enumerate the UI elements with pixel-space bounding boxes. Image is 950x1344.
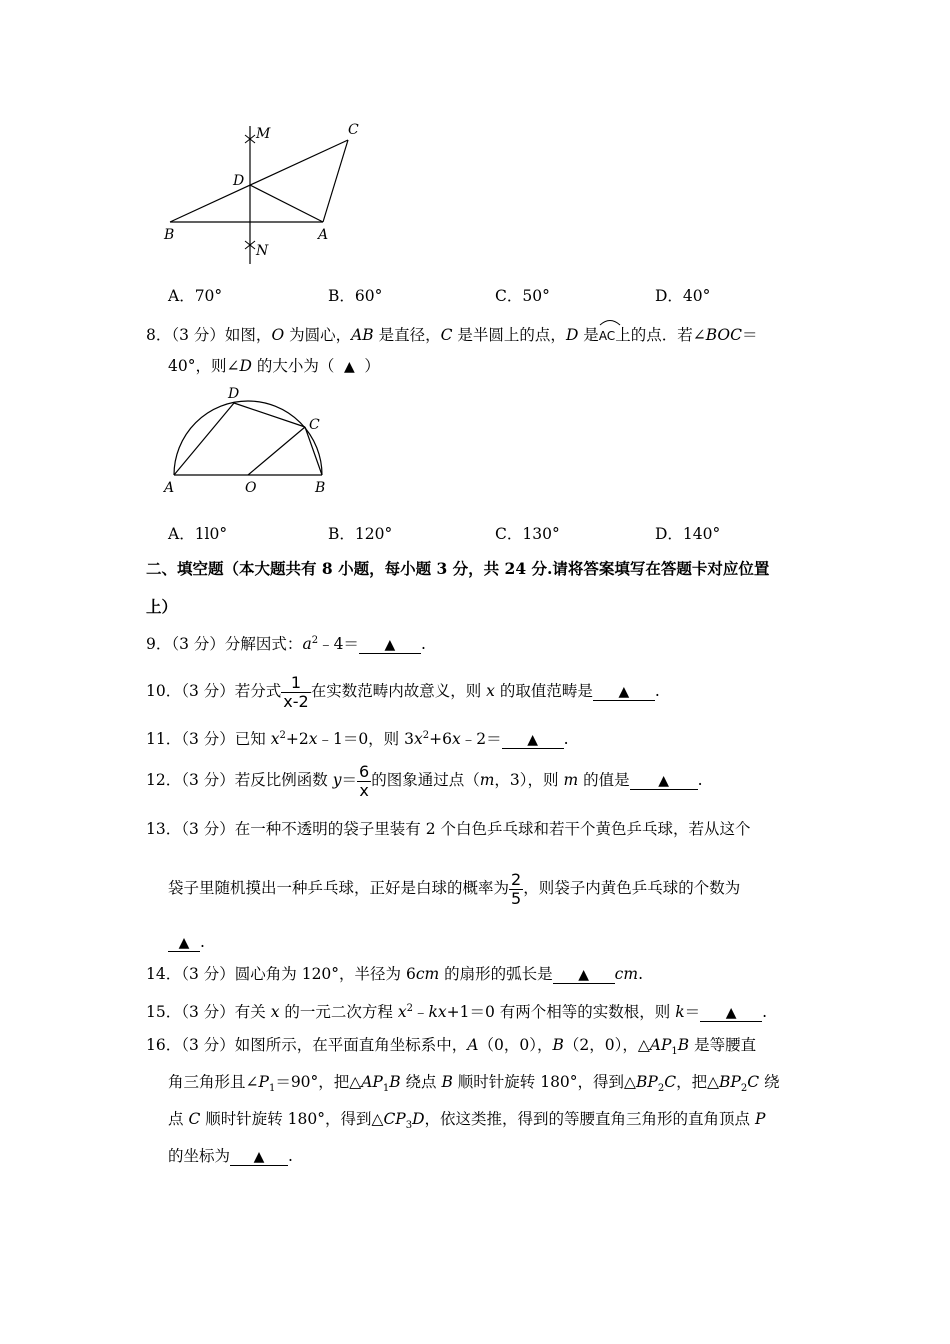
fraction: $\frac{6}{x}$ [359,761,370,800]
answer-blank: ▲ [168,933,200,952]
q7-option-b: B．60° [328,287,383,305]
figure-q8 [160,385,345,500]
answer-blank: ▲ [700,1003,762,1022]
q11: 11．（3 分）已知 $x^2+2x﹣1=0$，则 $3x^2+6x﹣2=$ ▲ . [146,730,569,749]
segment-bc [170,140,348,222]
label-a: A [318,227,329,243]
section-heading-cont: 上） [146,597,178,616]
q12: 12．（3 分）若反比例函数 y＝ $\frac{6}{x}$ 的图象通过点（m，3），则 m 的值是 ▲ . [146,761,703,800]
q7-option-a: A．70° [168,287,223,305]
q16-line-1: 16．（3 分）如图所示，在平面直角坐标系中，A（0，0），B（2，0），$\triangle AP_1B$ 是等腰直 [146,1036,757,1058]
q16-line-4: 的坐标为 ▲ . [168,1147,293,1165]
q8-option-c: C．130° [495,525,560,543]
segment-da [250,185,323,222]
q8-line-1: 8．（3 分）如图，O 为圆心，AB 是直径，C 是半圆上的点，D 是 AC上的点．若∠BOC＝ [146,319,757,347]
section-heading: 二、填空题（本大题共有 8 小题，每小题 3 分，共 24 分.请将答案填写在答题卡对应位置 [146,559,770,578]
q8-line-2: 40°，则∠D 的大小为（ ▲ ） [168,355,380,378]
q9: 9．（3 分）分解因式：$a^2﹣4=$ ▲ . [146,635,426,654]
answer-blank: ▲ [230,1147,288,1166]
q10: 10．（3 分）若分式 $\frac{1}{x-2}$ 在实数范畴内故意义，则 x 的取值范畴是 ▲ . [146,672,660,711]
arc-ac: AC [599,319,615,347]
label-b: B [164,227,175,243]
q16-line-3: 点 C 顺时针旋转 180°，得到$\triangle CP_3D$，依这类推，得到的等腰直角三角形的直角顶点 P [168,1110,766,1132]
label-o: O [245,480,257,496]
label-c: C [348,122,359,138]
segment-cb [305,427,322,475]
label-d: D [228,386,240,402]
q13-line-3: ▲ . [168,931,205,953]
q8-option-a: A．1l0° [168,525,228,543]
fraction: $\frac{1}{x-2}$ [283,672,309,711]
segment-oc [248,427,305,475]
q13-line-2: 袋子里随机摸出一种乒乓球，正好是白球的概率为 $\frac{2}{5}$ ，则袋子内黄色乒乓球的个数为 [168,869,741,908]
answer-blank: ▲ [593,682,655,701]
label-a: A [164,480,175,496]
answer-blank: ▲ [359,635,421,654]
q15: 15．（3 分）有关 x 的一元二次方程 $x^2﹣kx+1=0$ 有两个相等的实数根，则 k＝ ▲ . [146,1003,768,1022]
answer-blank: ▲ [553,965,615,984]
figure-q7 [160,118,380,273]
segment-dc [234,403,305,427]
q7-option-d: D．40° [655,287,711,305]
answer-triangle: ▲ [343,359,355,375]
answer-blank: ▲ [630,771,698,790]
q7-option-c: C．50° [495,287,550,305]
label-m: M [256,126,271,142]
q14: 14．（3 分）圆心角为 120°，半径为 6cm 的扇形的弧长是 ▲ cm. [146,965,643,983]
fraction: $\frac{2}{5}$ [511,869,522,908]
q8-option-b: B．120° [328,525,393,543]
label-b: B [315,480,326,496]
semicircle [174,401,322,475]
q16-line-2: 角三角形且$\angle P_1=90^\circ$，把$\triangle AP_1B$ 绕点 B 顺时针旋转 180°，得到$\triangle BP_2C$，把$\triangle BP_2C$ 绕 [168,1073,780,1095]
label-c: C [309,417,320,433]
label-d: D [233,173,245,189]
segment-ca [323,140,348,222]
answer-blank: ▲ [502,730,564,749]
label-n: N [256,243,269,259]
q13-line-1: 13．（3 分）在一种不透明的袋子里装有 2 个白色乒乓球和若干个黄色乒乓球，若从这个 [146,820,751,838]
q8-option-d: D．140° [655,525,721,543]
